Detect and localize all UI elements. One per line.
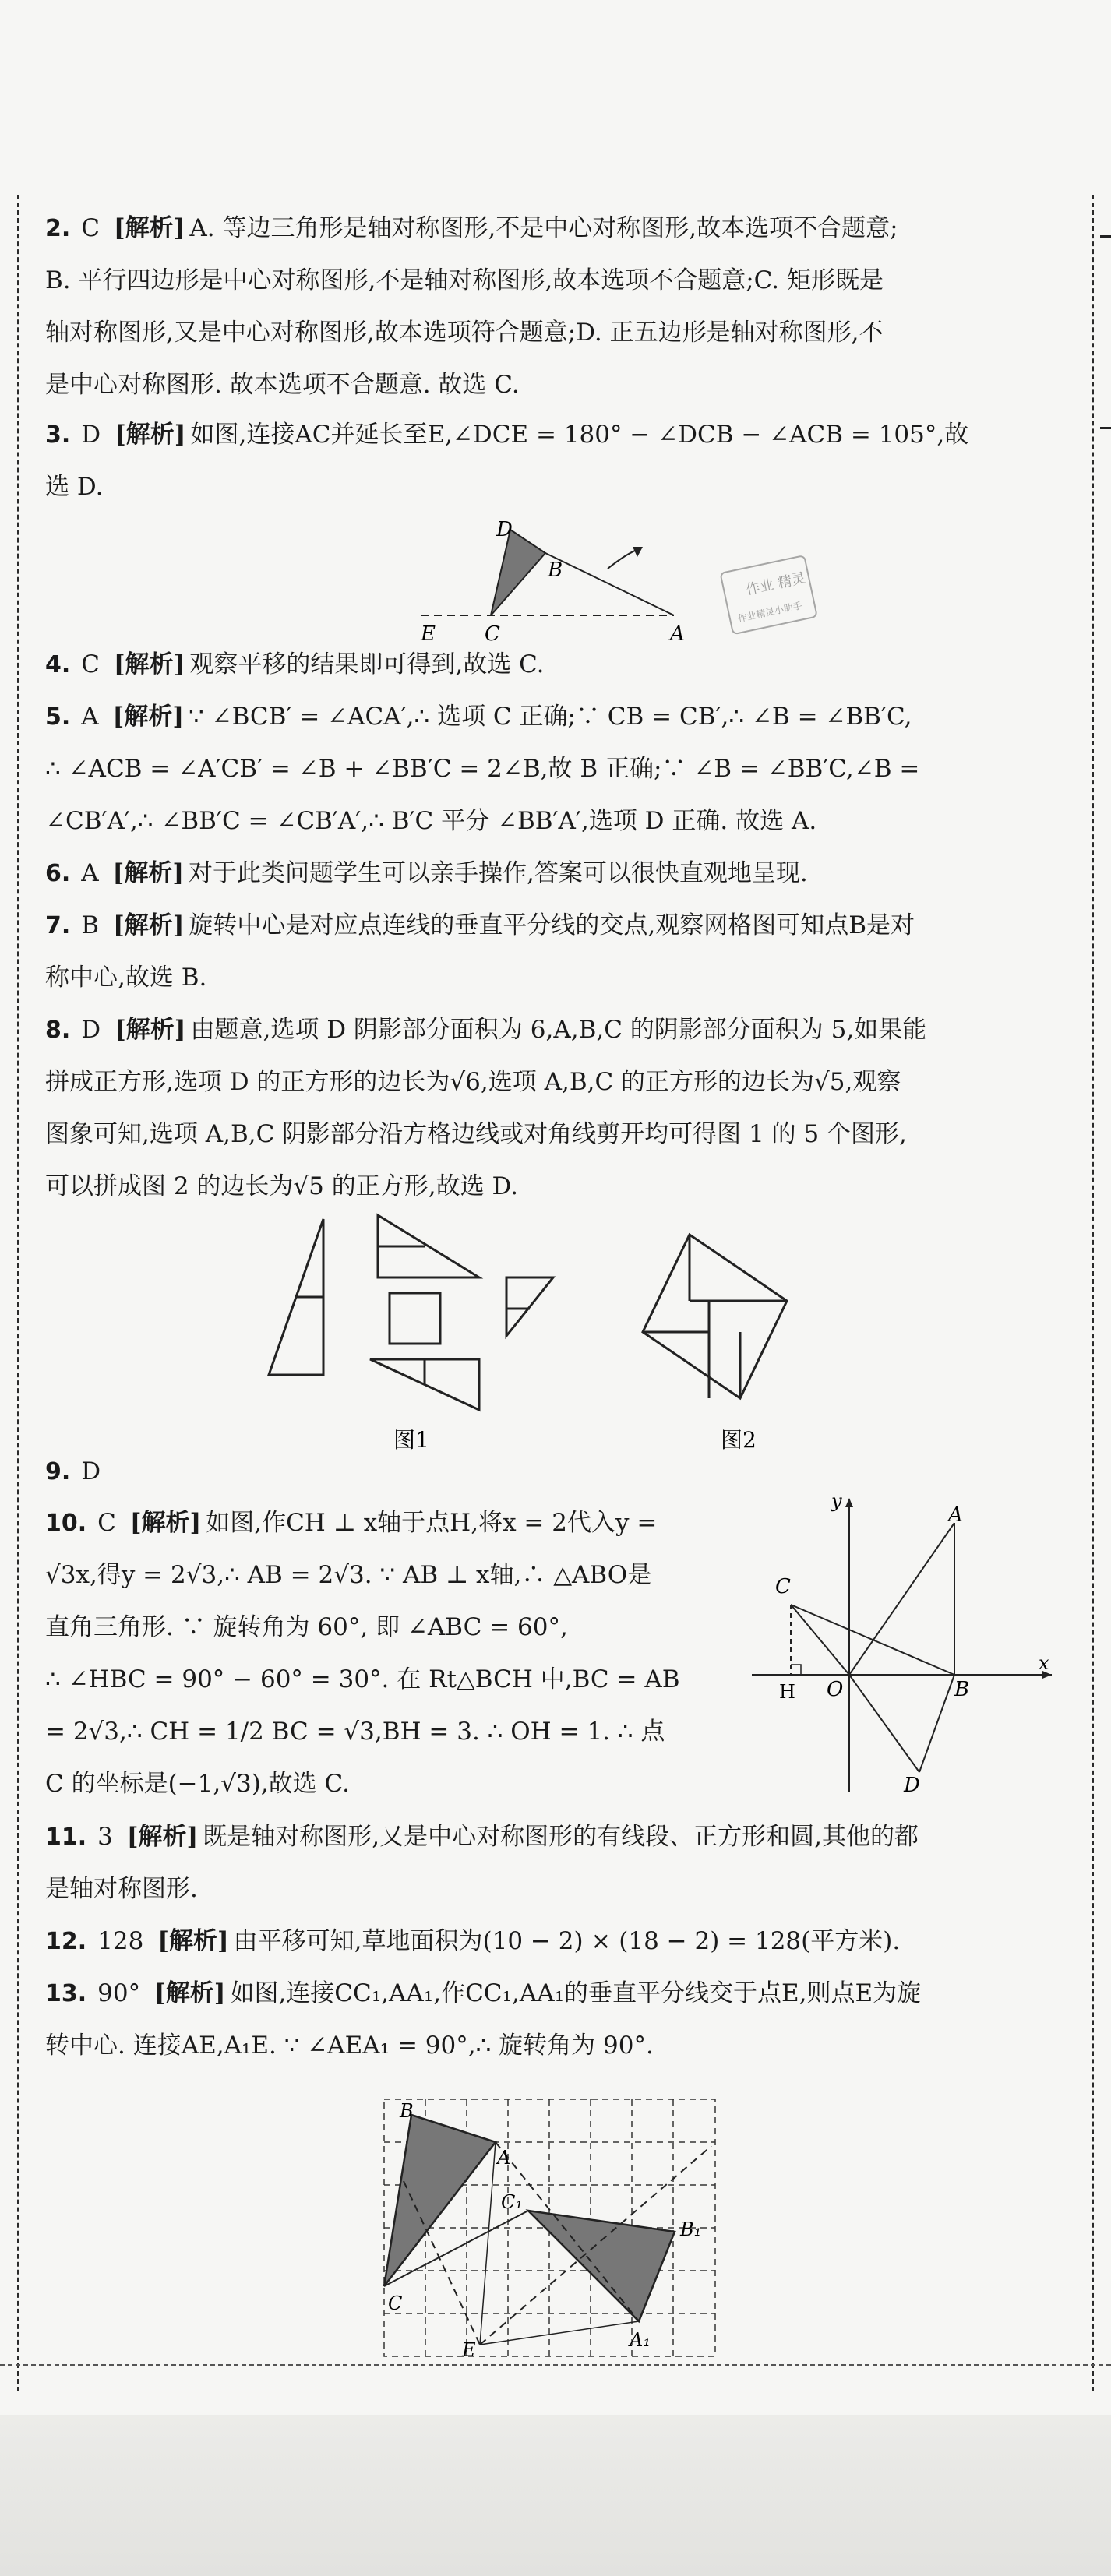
analysis-line: 选 D. bbox=[45, 473, 104, 501]
answer: D bbox=[81, 1016, 101, 1044]
analysis-line: 如图,连接AC并延长至E,∠DCE = 180° − ∠DCB − ∠ACB = 105°,故 bbox=[190, 421, 969, 449]
question-9 bbox=[45, 1446, 1058, 1498]
answer: A bbox=[81, 703, 99, 731]
analysis-line: 如图,连接CC₁,AA₁,作CC₁,AA₁的垂直平分线交于点E,则点E为旋 bbox=[230, 1979, 922, 2007]
question-number: 10. bbox=[45, 1510, 87, 1537]
label-y: y bbox=[831, 1492, 842, 1512]
analysis-tag: [解析] bbox=[115, 1016, 186, 1044]
watermark-stamp bbox=[709, 549, 834, 643]
analysis-tag: [解析] bbox=[154, 1979, 226, 2007]
fig1-piece-square bbox=[390, 1293, 440, 1344]
question-number: 8. bbox=[45, 1017, 71, 1044]
label-d: D bbox=[904, 1774, 920, 1795]
analysis-tag: [解析] bbox=[115, 421, 186, 449]
answer: 90° bbox=[97, 1979, 141, 2007]
fig2-caption: 图2 bbox=[721, 1427, 757, 1453]
answer: A bbox=[81, 859, 99, 887]
label-e: E bbox=[421, 622, 436, 646]
analysis-tag: [解析] bbox=[112, 703, 185, 731]
triangle-a1b1c1 bbox=[528, 2211, 675, 2321]
q10-coordinate-figure bbox=[744, 1492, 1056, 1795]
label-b: B bbox=[400, 2100, 414, 2122]
answer: B bbox=[81, 911, 100, 939]
edge-mark bbox=[1100, 235, 1111, 238]
triangle-abc bbox=[384, 2115, 496, 2286]
analysis-line: 既是轴对称图形,又是中心对称图形的有线段、正方形和圆,其他的都 bbox=[203, 1823, 919, 1851]
segment-ba bbox=[545, 553, 674, 615]
label-a1: A₁ bbox=[630, 2329, 651, 2351]
question-number: 2. bbox=[45, 215, 71, 242]
question-number: 12. bbox=[45, 1928, 87, 1955]
analysis-line: ∠CB′A′,∴ ∠BB′C = ∠CB′A′,∴ B′C 平分 ∠BB′A′,选项 D 正确. 故选 A. bbox=[45, 807, 817, 835]
bottom-cut-line bbox=[0, 2364, 1111, 2366]
question-2 bbox=[45, 203, 1058, 411]
label-c: C bbox=[388, 2292, 403, 2314]
analysis-line: 可以拼成图 2 的边长为√5 的正方形,故选 D. bbox=[45, 1172, 519, 1200]
analysis-line: ∵ ∠BCB′ = ∠ACA′,∴ 选项 C 正确;∵ CB = CB′,∴ ∠B = ∠BB′C, bbox=[189, 703, 912, 731]
analysis-line: 旋转中心是对应点连线的垂直平分线的交点,观察网格图可知点B是对 bbox=[189, 911, 915, 939]
label-a: A bbox=[948, 1503, 963, 1527]
page-footer-shade bbox=[0, 2415, 1111, 2576]
label-b: B bbox=[954, 1678, 970, 1701]
questions-4-8 bbox=[45, 639, 1058, 1213]
question-3 bbox=[45, 409, 1058, 513]
analysis-tag: [解析] bbox=[126, 1823, 199, 1851]
answer: D bbox=[81, 421, 101, 449]
analysis-line: 直角三角形. ∵ 旋转角为 60°, 即 ∠ABC = 60°, bbox=[45, 1613, 568, 1641]
label-o: O bbox=[827, 1678, 844, 1701]
answer: C bbox=[81, 214, 101, 242]
analysis-tag: [解析] bbox=[114, 650, 185, 678]
questions-11-13 bbox=[45, 1811, 1058, 2072]
q13-grid-figure bbox=[380, 2095, 723, 2364]
analysis-line: 由题意,选项 D 阴影部分面积为 6,A,B,C 的阴影部分面积为 5,如果能 bbox=[190, 1016, 927, 1044]
analysis-line: 是中心对称图形. 故本选项不合题意. 故选 C. bbox=[45, 371, 520, 399]
analysis-line: = 2√3,∴ CH = 1/2 BC = √3,BH = 3. ∴ OH = 1. ∴ 点 bbox=[45, 1718, 665, 1746]
label-h: H bbox=[779, 1681, 795, 1703]
label-b1: B₁ bbox=[680, 2218, 702, 2240]
analysis-line: 对于此类问题学生可以亲手操作,答案可以很快直观地呈现. bbox=[189, 859, 808, 887]
y-axis-arrow bbox=[845, 1498, 853, 1507]
question-number: 3. bbox=[45, 421, 71, 449]
analysis-line: √3x,得y = 2√3,∴ AB = 2√3. ∵ AB ⊥ x轴,∴ △ABO是 bbox=[45, 1561, 652, 1589]
analysis-line: 拼成正方形,选项 D 的正方形的边长为√6,选项 A,B,C 的正方形的边长为√5,观察 bbox=[45, 1068, 901, 1096]
analysis-line: 观察平移的结果即可得到,故选 C. bbox=[189, 650, 545, 678]
analysis-line: 如图,作CH ⊥ x轴于点H,将x = 2代入y = bbox=[206, 1509, 658, 1537]
analysis-tag: [解析] bbox=[129, 1509, 202, 1537]
question-number: 11. bbox=[45, 1824, 87, 1851]
label-c: C bbox=[775, 1575, 791, 1598]
analysis-line: 称中心,故选 B. bbox=[45, 964, 207, 992]
stamp-subtext: 作业精灵小助手 bbox=[736, 600, 803, 625]
analysis-line: 轴对称图形,又是中心对称图形,故本选项符合题意;D. 正五边形是轴对称图形,不 bbox=[45, 319, 884, 347]
answer: C bbox=[81, 650, 101, 678]
stamp-text: 作业 精灵 bbox=[744, 569, 808, 599]
fig1-caption: 图1 bbox=[393, 1427, 429, 1453]
right-binding-line bbox=[1092, 195, 1094, 2391]
question-number: 9. bbox=[45, 1458, 71, 1485]
analysis-line: ∴ ∠ACB = ∠A′CB′ = ∠B + ∠BB′C = 2∠B,故 B 正确;∵ ∠B = ∠BB′C,∠B = bbox=[45, 755, 920, 783]
fig1-piece-small bbox=[506, 1277, 553, 1336]
question-number: 7. bbox=[45, 912, 71, 939]
label-c1: C₁ bbox=[501, 2191, 523, 2213]
answer: 3 bbox=[97, 1823, 113, 1851]
label-a: A bbox=[497, 2147, 511, 2169]
label-a: A bbox=[670, 622, 685, 646]
analysis-tag: [解析] bbox=[114, 214, 185, 242]
analysis-line: A. 等边三角形是轴对称图形,不是中心对称图形,故本选项不合题意; bbox=[189, 214, 898, 242]
analysis-line: 转中心. 连接AE,A₁E. ∵ ∠AEA₁ = 90°,∴ 旋转角为 90°. bbox=[45, 2032, 654, 2060]
question-10 bbox=[45, 1497, 731, 1810]
label-d: D bbox=[496, 518, 513, 541]
answer: 128 bbox=[97, 1927, 144, 1955]
shaded-triangle bbox=[491, 530, 545, 615]
answer: D bbox=[81, 1457, 101, 1485]
label-e: E bbox=[462, 2339, 476, 2361]
question-number: 13. bbox=[45, 1980, 87, 2007]
q8-figures bbox=[257, 1200, 849, 1457]
arrow-curve bbox=[608, 549, 639, 569]
label-b: B bbox=[548, 559, 563, 582]
analysis-line: B. 平行四边形是中心对称图形,不是轴对称图形,故本选项不合题意;C. 矩形既是 bbox=[45, 266, 884, 294]
q3-triangle-figure bbox=[405, 514, 686, 647]
bisector-2 bbox=[480, 2146, 711, 2345]
analysis-line: C 的坐标是(−1,√3),故选 C. bbox=[45, 1770, 350, 1798]
analysis-tag: [解析] bbox=[157, 1927, 229, 1955]
answer: C bbox=[97, 1509, 116, 1537]
analysis-line: 图象可知,选项 A,B,C 阴影部分沿方格边线或对角线剪开均可得图 1 的 5 个图形, bbox=[45, 1120, 907, 1148]
question-number: 5. bbox=[45, 703, 71, 731]
label-x: x bbox=[1039, 1652, 1049, 1674]
left-binding-line bbox=[17, 195, 19, 2391]
analysis-line: 是轴对称图形. bbox=[45, 1875, 198, 1903]
question-number: 4. bbox=[45, 651, 71, 678]
segment-ae bbox=[480, 2142, 496, 2345]
analysis-tag: [解析] bbox=[113, 911, 185, 939]
fig2-square bbox=[643, 1235, 787, 1398]
question-number: 6. bbox=[45, 860, 71, 887]
analysis-line: ∴ ∠HBC = 90° − 60° = 30°. 在 Rt△BCH 中,BC = AB bbox=[45, 1665, 680, 1693]
label-c: C bbox=[485, 622, 500, 646]
analysis-tag: [解析] bbox=[112, 859, 185, 887]
analysis-line: 由平移可知,草地面积为(10 − 2) × (18 − 2) = 128(平方米). bbox=[233, 1927, 901, 1955]
edge-mark bbox=[1100, 427, 1111, 429]
